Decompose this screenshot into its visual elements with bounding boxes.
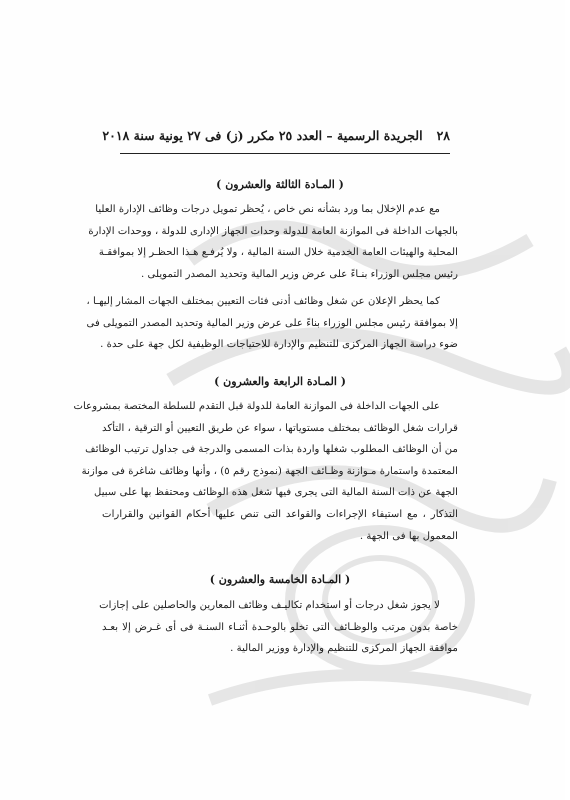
text-line: المحلية والهيئات العامة الخدمية خلال السنة المالية ، ولا يُرفـع هـذا الحظـر إلا بموافقـة — [98, 247, 458, 259]
text-line: المعمول بها فى الجهة . — [359, 530, 458, 542]
article-25-paragraph-1 — [99, 595, 458, 660]
page-number: ٢٨ — [436, 128, 450, 143]
page-header — [102, 128, 450, 150]
text-line: مع عدم الإخلال بما ورد بشأنه نص خاص ، يُحظر تمويل درجات وظائف الإدارة العليا — [95, 204, 440, 215]
text-line: قرارات شغل الوظائف بمختلف مستوياتها ، سواء عن طريق التعيين أو الترقية ، التأكد — [102, 422, 458, 434]
text-line: الجهة عن ذات السنة المالية التى يجرى فيها شغل هذه الوظائف ومحتفظ بها على سبيل — [93, 487, 458, 499]
text-line: على الجهات الداخلة فى الموازنة العامة للدولة قبل التقدم للسلطة المختصة بمشروعات — [73, 401, 440, 412]
header-divider — [120, 153, 450, 154]
text-line: لا يجوز شغل درجات أو استخدام تكاليـف وظائف المعارين والحاصلين على إجازات — [99, 600, 440, 611]
text-line: بالجهات الداخلة فى الموازنة العامة للدولة وحدات الجهاز الإدارى للدولة ، ووحدات الإدارة — [88, 225, 458, 237]
text-line: موافقة الجهاز المركزى للتنظيم والإدارة ووزير المالية . — [230, 643, 458, 655]
article-23-heading: ( المـادة الثالثة والعشرون ) — [216, 178, 344, 191]
text-line: رئيس مجلس الوزراء بنـاءً على عرض وزير المالية وتحديد المصدر التمويلى . — [141, 268, 458, 280]
text-line: إلا بموافقة رئيس مجلس الوزراء بناءً على عرض وزير المالية وتحديد المصدر التمويلى فى — [86, 317, 458, 329]
article-23-paragraph-1 — [88, 199, 458, 285]
text-line: خاصة بدون مرتب والوظـائف التى تخلو بالوحـدة أثنـاء السنـة فى أى غـرض إلا بعـد — [102, 621, 458, 633]
text-line: التذكار ، مع استيفاء الإجراءات والقواعد التى تنص عليها أحكام القوانين والقرارات — [102, 508, 459, 520]
article-23-paragraph-2 — [86, 291, 458, 356]
article-24-paragraph-1 — [73, 396, 459, 547]
article-25-heading: ( المـادة الخامسة والعشرون ) — [209, 573, 351, 586]
text-line: المعتمدة واستمارة مـوازنة وظـائف الجهة (نموذج رقم ٥) ، وأنها وظائف شاغرة فى موازنة — [81, 465, 458, 477]
text-line: ضوء دراسة الجهاز المركزى للتنظيم والإدارة للاحتياجات الوظيفية لكل جهة على حدة . — [100, 339, 458, 351]
text-line: من أن الوظائف المطلوب شغلها واردة بذات المسمى والدرجة فى جداول ترتيب الوظائف — [85, 444, 458, 456]
text-line: كما يحظر الإعلان عن شغل وظائف أدنى فئات التعيين بمختلف الجهات المشار إليهـا ، — [86, 296, 440, 307]
gazette-title: الجريدة الرسمية – العدد ٢٥ مكرر (ز) فى ٢٧ يونية سنة ٢٠١٨ — [102, 128, 423, 143]
article-24-heading: ( المـادة الرابعة والعشرون ) — [214, 375, 346, 388]
